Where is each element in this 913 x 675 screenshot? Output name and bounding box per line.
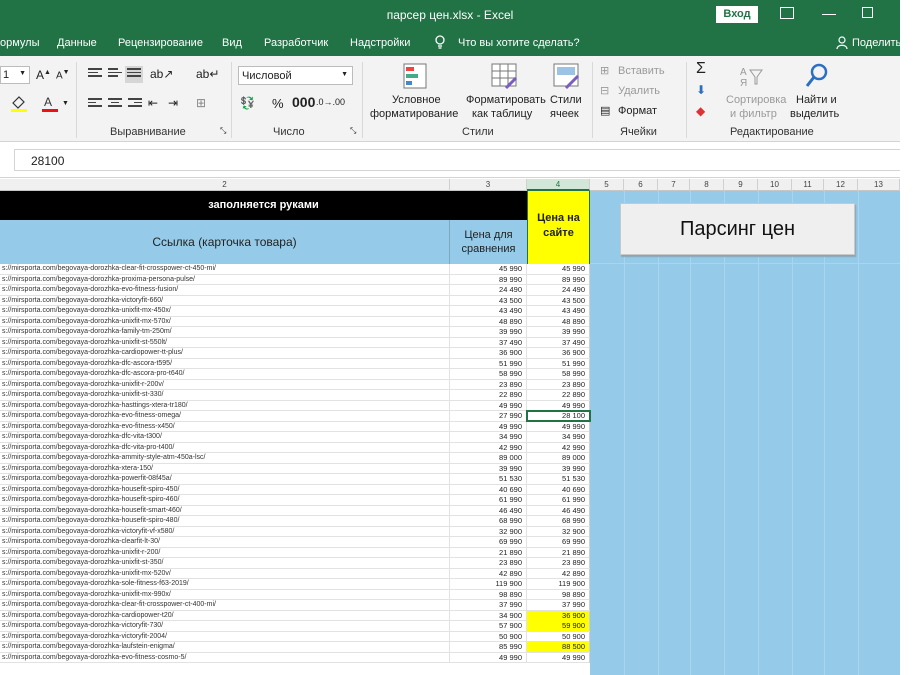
site-price-cell[interactable]: 36 900 bbox=[527, 348, 590, 358]
format-as-table-label-1[interactable]: Форматировать bbox=[466, 94, 546, 106]
link-cell[interactable]: s://mirsporta.com/begovaya-dorozhka-unixfit-mx-990x/ bbox=[0, 590, 450, 600]
site-price-cell[interactable]: 61 990 bbox=[527, 495, 590, 505]
window-title: парсер цен.xlsx - Excel bbox=[386, 8, 514, 22]
link-cell[interactable]: s://mirsporta.com/begovaya-dorozhka-unixfit-mx-450x/ bbox=[0, 306, 450, 316]
site-price-cell[interactable]: 39 990 bbox=[527, 327, 590, 337]
table-row bbox=[0, 611, 590, 622]
column-header[interactable]: 11 bbox=[792, 179, 824, 191]
link-cell[interactable]: s://mirsporta.com/begovaya-dorozhka-sole-fitness-f63-2019/ bbox=[0, 579, 450, 589]
link-cell[interactable]: s://mirsporta.com/begovaya-dorozhka-victoryfit-660/ bbox=[0, 296, 450, 306]
wrap-text-icon[interactable]: ab↵ bbox=[196, 67, 220, 81]
fill-down-icon[interactable]: ⬇ bbox=[696, 83, 707, 97]
compare-price-cell[interactable]: 49 990 bbox=[450, 422, 527, 432]
table-row bbox=[0, 642, 590, 653]
column-header-selected[interactable]: 4 bbox=[527, 179, 590, 191]
tab-review[interactable]: Рецензирование bbox=[118, 37, 203, 49]
clear-icon[interactable]: ◆ bbox=[696, 104, 706, 118]
table-row bbox=[0, 401, 590, 412]
site-price-cell[interactable]: 42 990 bbox=[527, 443, 590, 453]
column-header[interactable]: 2 bbox=[0, 179, 450, 191]
compare-price-cell[interactable]: 32 900 bbox=[450, 527, 527, 537]
site-price-cell[interactable]: 23 890 bbox=[527, 558, 590, 568]
find-select-label-2[interactable]: выделить bbox=[790, 108, 840, 120]
increase-font-icon[interactable]: A▲ bbox=[36, 68, 51, 82]
compare-price-cell[interactable]: 51 990 bbox=[450, 359, 527, 369]
site-price-cell[interactable]: 51 530 bbox=[527, 474, 590, 484]
tell-me-search[interactable]: Что вы хотите сделать? bbox=[458, 37, 580, 49]
site-price-cell[interactable]: 46 490 bbox=[527, 506, 590, 516]
table-row bbox=[0, 422, 590, 433]
conditional-formatting-label-1[interactable]: Условное bbox=[392, 94, 441, 106]
delete-icon[interactable]: ⊟ bbox=[600, 85, 610, 97]
align-top-icon[interactable] bbox=[88, 68, 102, 80]
compare-price-cell[interactable]: 23 890 bbox=[450, 558, 527, 568]
compare-price-cell[interactable]: 61 990 bbox=[450, 495, 527, 505]
align-center-icon[interactable] bbox=[108, 98, 122, 110]
table-row bbox=[0, 296, 590, 307]
compare-price-cell[interactable]: 50 900 bbox=[450, 632, 527, 642]
compare-price-cell[interactable]: 57 900 bbox=[450, 621, 527, 631]
header-site-price[interactable] bbox=[527, 191, 590, 264]
compare-price-cell[interactable]: 23 890 bbox=[450, 380, 527, 390]
link-cell[interactable]: s://mirsporta.com/begovaya-dorozhka-unixfit-st-350/ bbox=[0, 558, 450, 568]
group-cells-label: Ячейки bbox=[620, 126, 657, 138]
link-cell[interactable]: s://mirsporta.com/begovaya-dorozhka-cardiopower-t20/ bbox=[0, 611, 450, 621]
decrease-font-icon[interactable]: A▼ bbox=[56, 69, 70, 82]
table-row bbox=[0, 558, 590, 569]
site-price-cell[interactable]: 89 000 bbox=[527, 453, 590, 463]
cell-styles-label-2[interactable]: ячеек bbox=[550, 108, 579, 120]
parse-prices-button[interactable]: Парсинг цен bbox=[620, 203, 855, 255]
link-cell[interactable]: s://mirsporta.com/begovaya-dorozhka-dfc-vita-t300/ bbox=[0, 432, 450, 442]
compare-price-cell[interactable]: 89 990 bbox=[450, 275, 527, 285]
table-row bbox=[0, 285, 590, 296]
currency-format-icon[interactable]: 💱 bbox=[240, 96, 255, 110]
table-row bbox=[0, 474, 590, 485]
link-cell[interactable]: s://mirsporta.com/begovaya-dorozhka-cardiopower-tt-plus/ bbox=[0, 348, 450, 358]
compare-price-cell[interactable]: 39 990 bbox=[450, 464, 527, 474]
align-left-icon[interactable] bbox=[88, 98, 102, 110]
table-row bbox=[0, 579, 590, 590]
site-price-cell[interactable]: 32 900 bbox=[527, 527, 590, 537]
table-row bbox=[0, 453, 590, 464]
site-price-cell[interactable]: 48 890 bbox=[527, 317, 590, 327]
table-row bbox=[0, 600, 590, 611]
group-alignment-label: Выравнивание bbox=[110, 126, 186, 138]
compare-price-cell[interactable]: 37 990 bbox=[450, 600, 527, 610]
column-header[interactable]: 9 bbox=[724, 179, 758, 191]
site-price-cell[interactable]: 49 990 bbox=[527, 653, 590, 663]
link-cell[interactable]: s://mirsporta.com/begovaya-dorozhka-unixfit-mx-520v/ bbox=[0, 569, 450, 579]
compare-price-cell[interactable]: 48 890 bbox=[450, 317, 527, 327]
column-header[interactable]: 6 bbox=[624, 179, 658, 191]
table-row bbox=[0, 632, 590, 643]
table-row bbox=[0, 653, 590, 664]
link-cell[interactable]: s://mirsporta.com/begovaya-dorozhka-housefit-spiro-450/ bbox=[0, 485, 450, 495]
site-price-cell[interactable]: 88 500 bbox=[527, 642, 590, 652]
header-compare-line-1: Цена для bbox=[464, 229, 513, 241]
svg-text:A: A bbox=[44, 95, 53, 109]
link-cell[interactable]: s://mirsporta.com/begovaya-dorozhka-hasttings-xtera-tr180/ bbox=[0, 401, 450, 411]
site-price-cell[interactable]: 49 990 bbox=[527, 401, 590, 411]
header-filled-by-hand[interactable]: заполняется руками bbox=[0, 191, 527, 220]
delete-cells-button[interactable]: Удалить bbox=[618, 85, 660, 97]
align-middle-icon[interactable] bbox=[108, 68, 122, 80]
orientation-icon[interactable]: ab↗ bbox=[150, 67, 174, 81]
link-cell[interactable]: s://mirsporta.com/begovaya-dorozhka-evo-fitness-x450/ bbox=[0, 422, 450, 432]
compare-price-cell[interactable]: 24 490 bbox=[450, 285, 527, 295]
svg-text:A: A bbox=[740, 67, 747, 78]
find-select-label-1[interactable]: Найти и bbox=[796, 94, 837, 106]
link-cell[interactable]: s://mirsporta.com/begovaya-dorozhka-ammity-style-atm-450a-lsc/ bbox=[0, 453, 450, 463]
compare-price-cell[interactable]: 39 990 bbox=[450, 327, 527, 337]
table-row bbox=[0, 359, 590, 370]
worksheet[interactable] bbox=[0, 191, 900, 675]
formula-input[interactable] bbox=[14, 149, 900, 171]
site-price-cell[interactable]: 21 890 bbox=[527, 548, 590, 558]
group-editing-label: Редактирование bbox=[730, 126, 814, 138]
table-row bbox=[0, 369, 590, 380]
header-site-line-2: сайте bbox=[543, 227, 574, 239]
column-header[interactable]: 7 bbox=[658, 179, 690, 191]
link-cell[interactable]: s://mirsporta.com/begovaya-dorozhka-dfc-ascora-t595/ bbox=[0, 359, 450, 369]
site-price-cell[interactable]: 59 900 bbox=[527, 621, 590, 631]
table-row bbox=[0, 411, 590, 422]
tab-formulas[interactable]: ормулы bbox=[0, 37, 40, 49]
compare-price-cell[interactable]: 42 890 bbox=[450, 569, 527, 579]
link-cell[interactable]: s://mirsporta.com/begovaya-dorozhka-unixfit-st-550lt/ bbox=[0, 338, 450, 348]
tab-data[interactable]: Данные bbox=[57, 37, 97, 49]
group-separator bbox=[592, 62, 593, 138]
increase-decimal-icon[interactable]: .0→.00 bbox=[316, 97, 346, 107]
site-price-cell[interactable]: 51 990 bbox=[527, 359, 590, 369]
cell-styles-label-1[interactable]: Стили bbox=[550, 94, 582, 106]
table-row bbox=[0, 306, 590, 317]
link-cell[interactable]: s://mirsporta.com/begovaya-dorozhka-unixfit-st-330/ bbox=[0, 390, 450, 400]
search-icon[interactable] bbox=[804, 62, 830, 90]
table-row bbox=[0, 548, 590, 559]
compare-price-cell[interactable]: 49 990 bbox=[450, 653, 527, 663]
autosum-icon[interactable]: Σ bbox=[696, 60, 706, 77]
group-number-label: Число bbox=[273, 126, 305, 138]
column-header[interactable]: 12 bbox=[824, 179, 858, 191]
decrease-indent-icon[interactable]: ⇤ bbox=[148, 96, 159, 110]
column-headers bbox=[0, 179, 900, 191]
sort-filter-label-1[interactable]: Сортировка bbox=[726, 94, 787, 106]
compare-price-cell[interactable]: 34 900 bbox=[450, 611, 527, 621]
compare-price-cell[interactable]: 89 000 bbox=[450, 453, 527, 463]
site-price-cell[interactable]: 34 990 bbox=[527, 432, 590, 442]
site-price-cell[interactable]: 37 990 bbox=[527, 600, 590, 610]
table-row bbox=[0, 317, 590, 328]
compare-price-cell[interactable]: 43 490 bbox=[450, 306, 527, 316]
site-price-cell[interactable]: 40 690 bbox=[527, 485, 590, 495]
user-icon bbox=[836, 36, 848, 49]
compare-price-cell[interactable]: 85 990 bbox=[450, 642, 527, 652]
compare-price-cell[interactable]: 69 990 bbox=[450, 537, 527, 547]
link-cell[interactable]: s://mirsporta.com/begovaya-dorozhka-evo-fitness-omega/ bbox=[0, 411, 450, 421]
minimize-icon[interactable] bbox=[822, 7, 836, 15]
header-link[interactable]: Ссылка (карточка товара) bbox=[0, 220, 450, 264]
table-row bbox=[0, 590, 590, 601]
font-size-value: 1 bbox=[3, 69, 10, 81]
percent-icon[interactable]: % bbox=[272, 96, 284, 111]
table-row bbox=[0, 464, 590, 475]
site-price-cell[interactable]: 22 890 bbox=[527, 390, 590, 400]
chevron-down-icon: ▼ bbox=[341, 71, 348, 78]
compare-price-cell[interactable]: 27 990 bbox=[450, 411, 527, 421]
compare-price-cell[interactable]: 58 990 bbox=[450, 369, 527, 379]
link-cell[interactable]: s://mirsporta.com/begovaya-dorozhka-laufstein-enigma/ bbox=[0, 642, 450, 652]
link-cell[interactable]: s://mirsporta.com/begovaya-dorozhka-evo-fitness-fusion/ bbox=[0, 285, 450, 295]
share-button[interactable]: Поделиться bbox=[852, 37, 913, 49]
group-separator bbox=[686, 62, 687, 138]
table-row bbox=[0, 485, 590, 496]
link-cell[interactable]: s://mirsporta.com/begovaya-dorozhka-unixfit-mx-570x/ bbox=[0, 317, 450, 327]
group-separator bbox=[362, 62, 363, 138]
format-as-table-label-2[interactable]: как таблицу bbox=[472, 108, 533, 120]
table-row bbox=[0, 443, 590, 454]
filled-area bbox=[590, 191, 900, 675]
link-cell[interactable]: s://mirsporta.com/begovaya-dorozhka-evo-fitness-cosmo-5/ bbox=[0, 653, 450, 663]
link-cell[interactable]: s://mirsporta.com/begovaya-dorozhka-unixfit-r-200/ bbox=[0, 548, 450, 558]
format-cells-button[interactable]: Формат bbox=[618, 105, 658, 117]
group-separator bbox=[231, 62, 232, 138]
site-price-cell[interactable]: 50 900 bbox=[527, 632, 590, 642]
ribbon bbox=[0, 56, 900, 142]
compare-price-cell[interactable]: 34 990 bbox=[450, 432, 527, 442]
table-row bbox=[0, 569, 590, 580]
login-button[interactable]: Вход bbox=[716, 6, 758, 23]
dialog-launcher-icon[interactable]: ⤡ bbox=[220, 126, 227, 135]
dialog-launcher-icon[interactable]: ⤡ bbox=[350, 126, 357, 135]
compare-price-cell[interactable]: 21 890 bbox=[450, 548, 527, 558]
link-cell[interactable]: s://mirsporta.com/begovaya-dorozhka-powerfit-08f45a/ bbox=[0, 474, 450, 484]
link-cell[interactable]: s://mirsporta.com/begovaya-dorozhka-proxima-persona-pulse/ bbox=[0, 275, 450, 285]
compare-price-cell[interactable]: 49 990 bbox=[450, 401, 527, 411]
table-row bbox=[0, 348, 590, 359]
compare-price-cell[interactable]: 45 990 bbox=[450, 264, 527, 274]
align-right-icon[interactable] bbox=[128, 98, 142, 110]
header-compare-line-2: сравнения bbox=[461, 243, 516, 255]
site-price-cell[interactable]: 89 990 bbox=[527, 275, 590, 285]
compare-price-cell[interactable]: 68 990 bbox=[450, 516, 527, 526]
link-cell[interactable]: s://mirsporta.com/begovaya-dorozhka-housefit-spiro-460/ bbox=[0, 495, 450, 505]
group-separator bbox=[76, 62, 77, 138]
merge-cells-icon[interactable]: ⊞ bbox=[196, 96, 207, 110]
site-price-cell[interactable]: 45 990 bbox=[527, 264, 590, 274]
link-cell[interactable]: s://mirsporta.com/begovaya-dorozhka-dfc-vita-pro-t400/ bbox=[0, 443, 450, 453]
site-price-cell[interactable]: 42 890 bbox=[527, 569, 590, 579]
compare-price-cell[interactable]: 40 690 bbox=[450, 485, 527, 495]
number-format-select[interactable] bbox=[238, 66, 353, 85]
site-price-cell[interactable]: 36 900 bbox=[527, 611, 590, 621]
compare-price-cell[interactable]: 98 890 bbox=[450, 590, 527, 600]
compare-price-cell[interactable]: 36 900 bbox=[450, 348, 527, 358]
active-cell[interactable]: 28 100 bbox=[527, 411, 590, 421]
compare-price-cell[interactable]: 119 900 bbox=[450, 579, 527, 589]
header-site-line-1: Цена на bbox=[537, 212, 580, 224]
table-row bbox=[0, 621, 590, 632]
table-row bbox=[0, 380, 590, 391]
column-header[interactable]: 3 bbox=[450, 179, 527, 191]
link-cell[interactable]: s://mirsporta.com/begovaya-dorozhka-clearfit-lt-30/ bbox=[0, 537, 450, 547]
table-row bbox=[0, 390, 590, 401]
comma-style-icon[interactable]: 000 bbox=[292, 94, 316, 110]
site-price-cell[interactable]: 69 990 bbox=[527, 537, 590, 547]
format-cells-icon[interactable]: ▤ bbox=[600, 105, 611, 117]
increase-indent-icon[interactable]: ⇥ bbox=[168, 96, 179, 110]
group-styles-label: Стили bbox=[462, 126, 494, 138]
fill-color-icon[interactable] bbox=[10, 94, 28, 112]
site-price-cell[interactable]: 49 990 bbox=[527, 422, 590, 432]
formula-value: 28100 bbox=[31, 154, 65, 168]
tab-view[interactable]: Вид bbox=[222, 37, 242, 49]
font-color-icon[interactable] bbox=[42, 94, 58, 112]
link-cell[interactable]: s://mirsporta.com/begovaya-dorozhka-victoryfit-vf-x580/ bbox=[0, 527, 450, 537]
format-as-table-icon[interactable] bbox=[490, 62, 518, 90]
link-cell[interactable]: s://mirsporta.com/begovaya-dorozhka-victoryfit-2004/ bbox=[0, 632, 450, 642]
table-row bbox=[0, 527, 590, 538]
site-price-cell[interactable]: 119 900 bbox=[527, 579, 590, 589]
compare-price-cell[interactable]: 42 990 bbox=[450, 443, 527, 453]
tab-addins[interactable]: Надстройки bbox=[350, 37, 411, 49]
conditional-formatting-icon[interactable] bbox=[402, 62, 428, 90]
site-price-cell[interactable]: 37 490 bbox=[527, 338, 590, 348]
chevron-down-icon[interactable]: ▼ bbox=[62, 100, 69, 107]
table-row bbox=[0, 327, 590, 338]
column-header[interactable]: 8 bbox=[690, 179, 724, 191]
compare-price-cell[interactable]: 43 500 bbox=[450, 296, 527, 306]
insert-icon[interactable]: ⊞ bbox=[600, 65, 610, 77]
ribbon-display-icon[interactable] bbox=[780, 7, 794, 19]
ribbon-tabs bbox=[0, 30, 913, 56]
table-row bbox=[0, 338, 590, 349]
title-bar bbox=[0, 0, 900, 30]
site-price-cell[interactable]: 68 990 bbox=[527, 516, 590, 526]
link-cell[interactable]: s://mirsporta.com/begovaya-dorozhka-housefit-smart-460/ bbox=[0, 506, 450, 516]
compare-price-cell[interactable]: 22 890 bbox=[450, 390, 527, 400]
link-cell[interactable]: s://mirsporta.com/begovaya-dorozhka-xtera-150/ bbox=[0, 464, 450, 474]
compare-price-cell[interactable]: 37 490 bbox=[450, 338, 527, 348]
header-compare-price[interactable] bbox=[450, 220, 527, 264]
site-price-cell[interactable]: 24 490 bbox=[527, 285, 590, 295]
link-cell[interactable]: s://mirsporta.com/begovaya-dorozhka-housefit-spiro-480/ bbox=[0, 516, 450, 526]
insert-cells-button[interactable]: Вставить bbox=[618, 65, 665, 77]
column-header[interactable]: 5 bbox=[590, 179, 624, 191]
table-row bbox=[0, 264, 590, 275]
table-row bbox=[0, 537, 590, 548]
number-format-value: Числовой bbox=[242, 70, 292, 82]
tab-developer[interactable]: Разработчик bbox=[264, 37, 329, 49]
chevron-down-icon: ▼ bbox=[19, 70, 26, 77]
site-price-cell[interactable]: 98 890 bbox=[527, 590, 590, 600]
font-size-select[interactable] bbox=[0, 66, 30, 84]
site-price-cell[interactable]: 43 490 bbox=[527, 306, 590, 316]
site-price-cell[interactable]: 43 500 bbox=[527, 296, 590, 306]
link-cell[interactable]: s://mirsporta.com/begovaya-dorozhka-clear-fit-crosspower-ct-450-mi/ bbox=[0, 264, 450, 274]
column-header[interactable]: 10 bbox=[758, 179, 792, 191]
compare-price-cell[interactable]: 51 530 bbox=[450, 474, 527, 484]
conditional-formatting-label-2[interactable]: форматирование bbox=[370, 108, 459, 120]
svg-text:Я: Я bbox=[740, 78, 748, 89]
table-row bbox=[0, 506, 590, 517]
site-price-cell[interactable]: 58 990 bbox=[527, 369, 590, 379]
column-header[interactable]: 13 bbox=[858, 179, 900, 191]
cell-styles-icon[interactable] bbox=[552, 62, 580, 90]
table-row bbox=[0, 495, 590, 506]
table-row bbox=[0, 516, 590, 527]
link-cell[interactable]: s://mirsporta.com/begovaya-dorozhka-clear-fit-crosspower-ct-400-mi/ bbox=[0, 600, 450, 610]
sort-filter-label-2[interactable]: и фильтр bbox=[730, 108, 777, 120]
sort-filter-icon[interactable] bbox=[740, 64, 764, 90]
restore-icon[interactable] bbox=[862, 7, 873, 18]
align-bottom-icon[interactable] bbox=[125, 66, 143, 83]
link-cell[interactable]: s://mirsporta.com/begovaya-dorozhka-unixfit-r-200v/ bbox=[0, 380, 450, 390]
table-row bbox=[0, 432, 590, 443]
site-price-cell[interactable]: 23 890 bbox=[527, 380, 590, 390]
table-row bbox=[0, 275, 590, 286]
compare-price-cell[interactable]: 46 490 bbox=[450, 506, 527, 516]
lightbulb-icon bbox=[434, 35, 446, 49]
link-cell[interactable]: s://mirsporta.com/begovaya-dorozhka-victoryfit-730/ bbox=[0, 621, 450, 631]
formula-bar bbox=[0, 142, 900, 178]
site-price-cell[interactable]: 39 990 bbox=[527, 464, 590, 474]
link-cell[interactable]: s://mirsporta.com/begovaya-dorozhka-family-tm-250m/ bbox=[0, 327, 450, 337]
link-cell[interactable]: s://mirsporta.com/begovaya-dorozhka-dfc-ascora-pro-t640/ bbox=[0, 369, 450, 379]
